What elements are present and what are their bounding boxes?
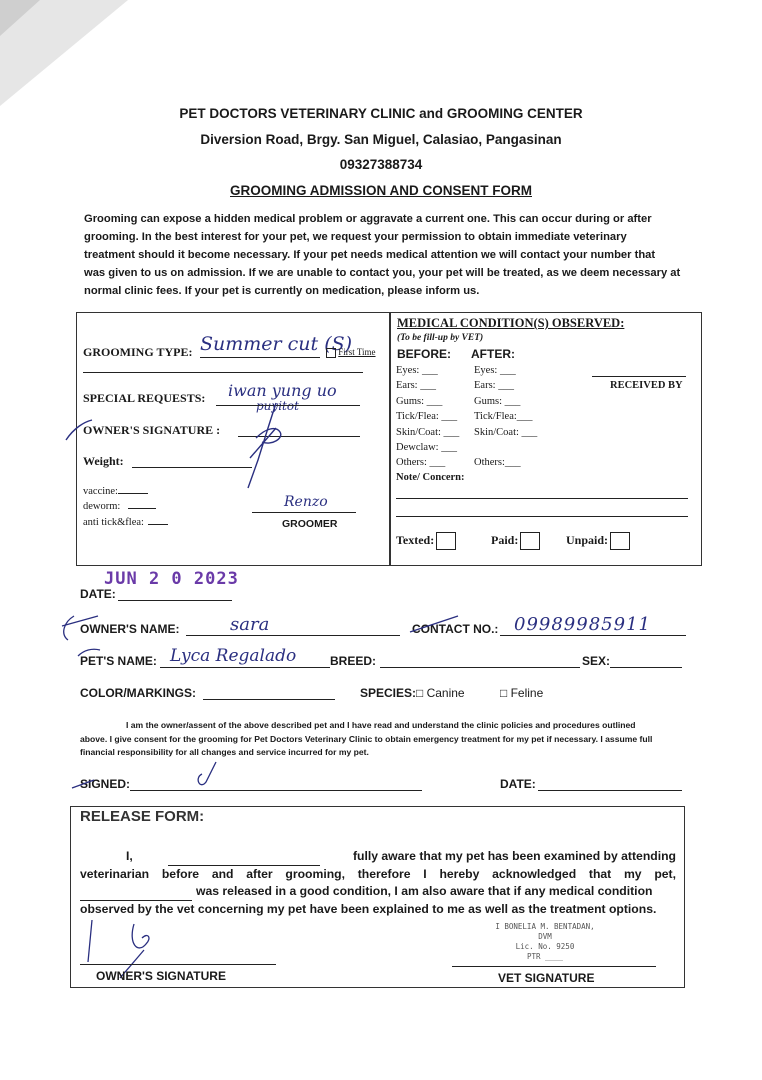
received-by-label: RECEIVED BY xyxy=(610,380,683,391)
before-item-gums[interactable]: Gums: ___ xyxy=(396,395,443,407)
after-list xyxy=(474,363,537,471)
medical-subtitle: (To be fill-up by VET) xyxy=(397,333,484,343)
intro-line: treatment should it become necessary. If your pet needs medical attention we will contact your number that xyxy=(84,249,656,261)
note-line-2[interactable] xyxy=(396,516,688,517)
release-title: RELEASE FORM: xyxy=(80,808,205,825)
consent-line: above. I give consent for the grooming for Pet Doctors Veterinary Clinic to obtain emergency treatment for my pet if necessary. I assume full xyxy=(80,733,653,744)
before-item-tickflea[interactable]: Tick/Flea: ___ xyxy=(396,411,458,423)
intro-line: Grooming can expose a hidden medical problem or aggravate a current one. This can occur during or after xyxy=(84,213,652,225)
contact-line xyxy=(500,635,686,636)
box-divider xyxy=(389,313,391,565)
paid-checkbox[interactable] xyxy=(520,532,540,550)
after-item-ears[interactable]: Ears: ___ xyxy=(474,380,514,392)
before-item-dewclaw[interactable]: Dewclaw: ___ xyxy=(396,442,457,454)
pen-strike-mark xyxy=(64,418,94,444)
before-item-others[interactable]: Others: ___ xyxy=(396,457,446,469)
special-requests-value[interactable]: iwan yung uo xyxy=(228,381,337,400)
scan-corner-fold xyxy=(0,0,140,110)
unpaid-checkbox[interactable] xyxy=(610,532,630,550)
after-item-tickflea[interactable]: Tick/Flea:___ xyxy=(474,411,533,423)
intro-line: was given to us on admission. If we are unable to contact you, your pet will be treated, as we deem necessary at xyxy=(84,267,681,279)
deworm-label xyxy=(83,501,156,512)
vet-signature-line[interactable] xyxy=(452,966,656,967)
note-label: Note/ Concern: xyxy=(396,472,465,483)
special-requests-label: SPECIAL REQUESTS: xyxy=(83,391,206,405)
vet-stamp xyxy=(490,922,600,962)
before-item-ears[interactable]: Ears: ___ xyxy=(396,380,436,392)
after-item-gums[interactable]: Gums: ___ xyxy=(474,395,521,407)
after-item-skincoat[interactable]: Skin/Coat: ___ xyxy=(474,426,538,438)
received-by-line xyxy=(592,376,686,377)
antitick-text: anti tick&flea: xyxy=(83,517,144,528)
first-time-checkbox[interactable] xyxy=(326,347,376,358)
intro-paragraph xyxy=(84,210,690,300)
owner-name-label: OWNER'S NAME: xyxy=(80,622,180,636)
grooming-type-label: GROOMING TYPE: xyxy=(83,345,193,359)
intro-line: normal clinic fees. If your pet is currently on medication, please inform us. xyxy=(84,285,480,297)
vaccine-text: vaccine: xyxy=(83,486,118,497)
grooming-type-line xyxy=(200,357,320,358)
color-markings-label: COLOR/MARKINGS: xyxy=(80,686,196,700)
sex-label: SEX: xyxy=(582,654,611,668)
release-line-1-text: fully aware that my pet has been examined by attending xyxy=(352,849,676,863)
species-canine[interactable]: □ Canine xyxy=(416,686,465,700)
pen-check-marks xyxy=(58,612,508,672)
grooming-extra-line xyxy=(83,372,363,373)
release-name-blank[interactable] xyxy=(168,848,320,866)
vet-stamp-name: I BONELIA M. BENTADAN, DVM xyxy=(495,922,595,941)
contact-value[interactable]: 09989985911 xyxy=(514,614,651,635)
groomer-line xyxy=(252,512,356,513)
before-list xyxy=(396,363,459,471)
clinic-name: PET DOCTORS VETERINARY CLINIC and GROOMING CENTER xyxy=(179,106,583,121)
pet-name-value[interactable]: Lyca Regalado xyxy=(170,646,297,666)
date-stamp: JUN 2 0 2023 xyxy=(104,569,239,589)
consent-line: I am the owner/assent of the above described pet and I have read and understand the clinic policies and procedures outlined xyxy=(126,720,636,730)
species-label: SPECIES: xyxy=(360,686,417,700)
consent-line: financial responsibility for all changes and service incurred for my pet. xyxy=(80,747,369,757)
antitick-label xyxy=(83,517,168,528)
vet-signature-label: VET SIGNATURE xyxy=(498,971,595,985)
groomer-value: Renzo xyxy=(284,494,328,510)
date-line[interactable] xyxy=(118,600,232,601)
release-i: I, xyxy=(126,849,133,863)
weight-label: Weight: xyxy=(83,454,124,468)
consent-date-label: DATE: xyxy=(500,777,536,791)
release-line-1 xyxy=(80,848,676,866)
release-paragraph xyxy=(80,848,676,918)
vet-stamp-ptr: PTR ____ xyxy=(526,952,564,961)
medical-title: MEDICAL CONDITION(S) OBSERVED: xyxy=(397,316,625,330)
unpaid-field[interactable] xyxy=(566,532,630,550)
clinic-address: Diversion Road, Brgy. San Miguel, Calasiao, Pangasinan xyxy=(200,132,562,147)
breed-label: BREED: xyxy=(330,654,377,668)
vet-stamp-license: Lic. No. 9250 xyxy=(515,942,575,951)
before-item-eyes[interactable]: Eyes: ___ xyxy=(396,365,438,376)
deworm-text: deworm: xyxy=(83,501,121,512)
owner-signature-line-release[interactable] xyxy=(80,964,276,965)
form-title: GROOMING ADMISSION AND CONSENT FORM xyxy=(230,183,532,198)
texted-field[interactable] xyxy=(396,532,456,550)
sex-line[interactable] xyxy=(610,667,682,668)
species-feline[interactable]: □ Feline xyxy=(500,686,544,700)
consent-date-line[interactable] xyxy=(538,790,682,791)
paid-field[interactable] xyxy=(491,532,540,550)
after-item-eyes[interactable]: Eyes: ___ xyxy=(474,365,516,376)
grooming-type-value[interactable]: Summer cut (S) xyxy=(200,333,353,355)
paid-label: Paid: xyxy=(491,532,519,547)
owner-name-value[interactable]: sara xyxy=(230,614,270,635)
release-line-3 xyxy=(80,883,676,901)
owner-signature-scribble xyxy=(236,398,306,493)
pet-name-label: PET'S NAME: xyxy=(80,654,157,668)
release-line-2: veterinarian before and after grooming, therefore I hereby acknowledged that my pet, xyxy=(80,866,676,881)
note-line-1[interactable] xyxy=(396,498,688,499)
consent-text xyxy=(80,719,688,760)
signed-label: SIGNED: xyxy=(80,777,131,791)
before-item-skincoat[interactable]: Skin/Coat: ___ xyxy=(396,426,460,438)
after-item-others[interactable]: Others:___ xyxy=(474,457,521,469)
texted-label: Texted: xyxy=(396,532,435,547)
groomer-label: GROOMER xyxy=(282,518,338,530)
after-label: AFTER: xyxy=(471,347,515,361)
contact-label: CONTACT NO.: xyxy=(412,622,499,636)
texted-checkbox[interactable] xyxy=(436,532,456,550)
before-label: BEFORE: xyxy=(397,347,451,361)
signed-scribble xyxy=(66,756,226,806)
vaccine-label xyxy=(83,486,148,497)
date-label: DATE: xyxy=(80,587,116,601)
special-requests-value-2: puyitot xyxy=(256,399,299,413)
release-line-3-text: was released in a good condition, I am also aware that if any medical condition xyxy=(196,884,653,898)
release-pet-blank[interactable] xyxy=(80,883,192,901)
unpaid-label: Unpaid: xyxy=(566,532,609,547)
weight-line xyxy=(132,467,252,468)
owner-signature-label: OWNER'S SIGNATURE : xyxy=(83,423,221,437)
first-time-label: First Time xyxy=(338,347,376,357)
intro-line: grooming. In the best interest for your pet, we request your permission to obtain immediate veterinary xyxy=(84,231,627,243)
release-line-4: observed by the vet concerning my pet have been explained to me as well as the treatment options. xyxy=(80,901,657,916)
owner-signature-label-release: OWNER'S SIGNATURE xyxy=(96,969,226,983)
color-markings-line[interactable] xyxy=(203,699,335,700)
clinic-phone: 09327388734 xyxy=(339,157,423,172)
